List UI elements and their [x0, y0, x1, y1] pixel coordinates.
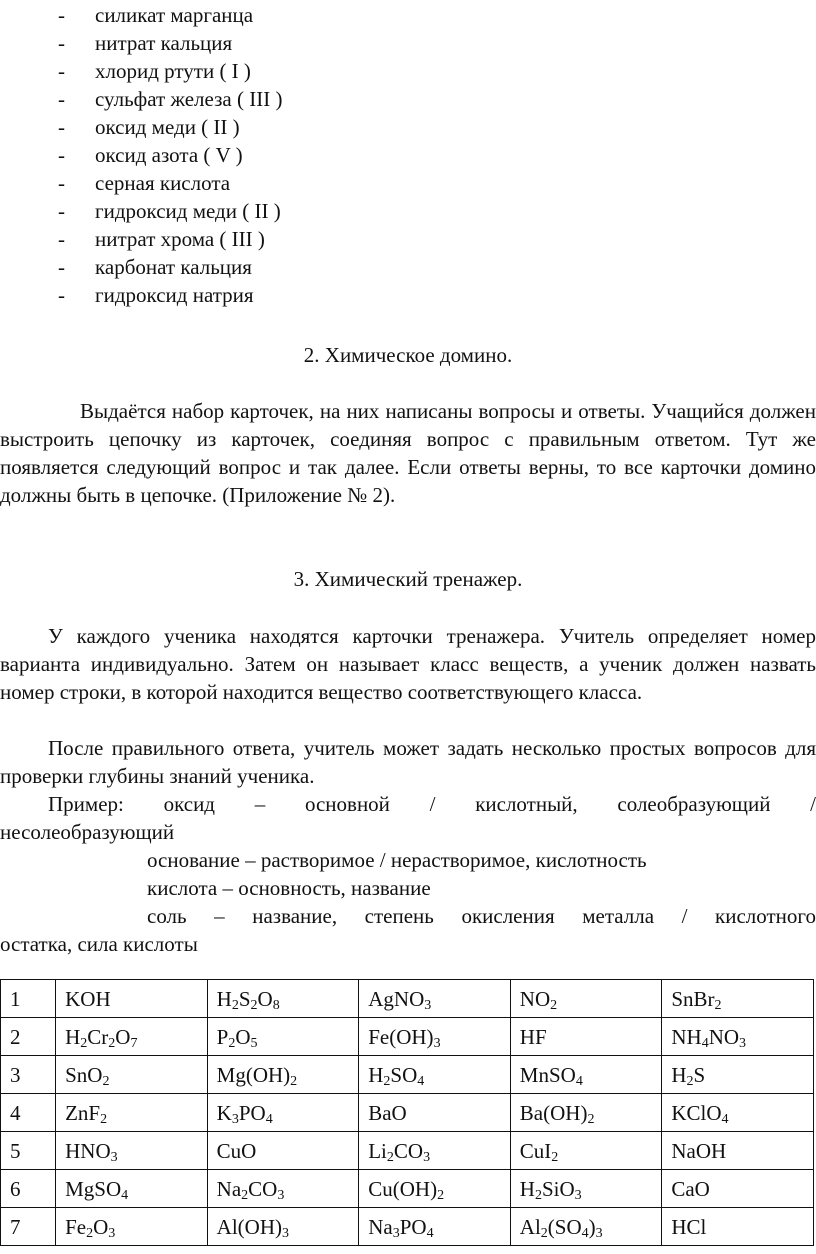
- example-line-3: кислота – основность, название: [147, 876, 431, 900]
- list-item-text: силикат марганца: [95, 3, 254, 27]
- list-item: [58, 1, 798, 29]
- section-3-title: 3. Химический тренажер.: [293, 567, 523, 591]
- formula-cell: $H_2SO_4$: [359, 1056, 511, 1094]
- formula-cell: $Mg(OH)_2$: [207, 1056, 359, 1094]
- list-item: [58, 197, 798, 225]
- formula-cell: BaO: [359, 1094, 511, 1132]
- list-item: [58, 29, 798, 57]
- formula-cell: $H_2SiO_3$: [510, 1170, 662, 1208]
- row-number-cell: 2: [1, 1018, 56, 1056]
- example-line-1: Пример: оксид – основной / кислотный, солеобразующий /: [48, 792, 816, 816]
- list-item-text: сульфат железа ( III ): [95, 87, 283, 111]
- list-item: [58, 113, 798, 141]
- example-line-2: основание – растворимое / нерастворимое, кислотность: [147, 848, 647, 872]
- example-line-1-continued: несолеобразующий: [0, 820, 175, 844]
- formula-cell: $HNO_3$: [56, 1132, 208, 1170]
- table-row: [1, 1170, 814, 1208]
- formula-cell: $H_2Cr_2O_7$: [56, 1018, 208, 1056]
- formula-cell: ZnF$_2$: [56, 1094, 208, 1132]
- row-number-cell: 7: [1, 1208, 56, 1246]
- list-dash-marker: -: [58, 227, 65, 251]
- formula-cell: $P_2O_5$: [207, 1018, 359, 1056]
- list-item-text: карбонат кальция: [95, 255, 252, 279]
- formula-cell: $Al_2(SO_4)_3$: [510, 1208, 662, 1246]
- section-3-paragraph-1: У каждого ученика находятся карточки тренажера. Учитель определяет номер варианта индивидуально. Затем он называет класс веществ, а ученик должен назвать номер строки, в которой находится вещество соответствующего класса.: [0, 624, 816, 704]
- list-item: [58, 57, 798, 85]
- formula-cell: $Ba(OH)_2$: [510, 1094, 662, 1132]
- list-item-text: нитрат хрома ( III ): [95, 227, 265, 251]
- list-dash-marker: -: [58, 59, 65, 83]
- table-row: [1, 1094, 814, 1132]
- section-3-paragraph-2: После правильного ответа, учитель может задать несколько простых вопросов для проверки глубины знаний ученика.: [0, 736, 816, 788]
- list-item-text: оксид меди ( II ): [95, 115, 240, 139]
- formula-cell: KOH: [56, 980, 208, 1018]
- list-dash-marker: -: [58, 87, 65, 111]
- list-item: [58, 169, 798, 197]
- formula-cell: $H_2S_2O_8$: [207, 980, 359, 1018]
- formula-cell: HF: [510, 1018, 662, 1056]
- list-dash-marker: -: [58, 3, 65, 27]
- list-item: [58, 281, 798, 309]
- formula-cell: $Li_2CO_3$: [359, 1132, 511, 1170]
- table-row: [1, 1132, 814, 1170]
- substance-list: [58, 1, 798, 309]
- formula-cell: $Na_2CO_3$: [207, 1170, 359, 1208]
- formula-cell: $H_2S$: [662, 1056, 814, 1094]
- formula-cell: MgSO$_4$: [56, 1170, 208, 1208]
- formula-cell: $NH_4NO_3$: [662, 1018, 814, 1056]
- formula-cell: KClO$_4$: [662, 1094, 814, 1132]
- row-number-cell: 6: [1, 1170, 56, 1208]
- list-item: [58, 253, 798, 281]
- list-item: [58, 85, 798, 113]
- list-dash-marker: -: [58, 255, 65, 279]
- list-item-text: нитрат кальция: [95, 31, 233, 55]
- list-item-text: гидроксид натрия: [95, 283, 254, 307]
- list-item-text: хлорид ртути ( I ): [95, 59, 251, 83]
- list-item: [58, 225, 798, 253]
- list-dash-marker: -: [58, 171, 65, 195]
- formula-cell: CuI$_2$: [510, 1132, 662, 1170]
- formula-cell: HCl: [662, 1208, 814, 1246]
- formula-cell: NaOH: [662, 1132, 814, 1170]
- formula-cell: CaO: [662, 1170, 814, 1208]
- formula-cell: CuO: [207, 1132, 359, 1170]
- formula-cell: $NO_2$: [510, 980, 662, 1018]
- list-dash-marker: -: [58, 199, 65, 223]
- list-item: [58, 141, 798, 169]
- list-dash-marker: -: [58, 31, 65, 55]
- formula-cell: $Na_3PO_4$: [359, 1208, 511, 1246]
- list-dash-marker: -: [58, 143, 65, 167]
- trainer-table: [0, 979, 814, 1246]
- list-item-text: серная кислота: [95, 171, 231, 195]
- formula-cell: $Fe(OH)_3$: [359, 1018, 511, 1056]
- section-2-title: 2. Химическое домино.: [303, 343, 513, 367]
- table-row: [1, 980, 814, 1018]
- table-row: [1, 1208, 814, 1246]
- row-number-cell: 1: [1, 980, 56, 1018]
- formula-cell: $K_3PO_4$: [207, 1094, 359, 1132]
- table-row: [1, 1056, 814, 1094]
- table-row: [1, 1018, 814, 1056]
- section-2-paragraph: Выдаётся набор карточек, на них написаны вопросы и ответы. Учащийся должен выстроить цепочку из карточек, соединяя вопрос с правильным ответом. Тут же появляется следующий вопрос и так далее. Если ответы верны, то все карточки домино должны быть в цепочке. (Приложение № 2).: [0, 399, 816, 507]
- list-item-text: оксид азота ( V ): [95, 143, 243, 167]
- formula-cell: MnSO$_4$: [510, 1056, 662, 1094]
- row-number-cell: 5: [1, 1132, 56, 1170]
- list-dash-marker: -: [58, 283, 65, 307]
- example-line-4-continued: остатка, сила кислоты: [0, 932, 198, 956]
- row-number-cell: 3: [1, 1056, 56, 1094]
- formula-cell: $Fe_2O_3$: [56, 1208, 208, 1246]
- formula-cell: AgNO$_3$: [359, 980, 511, 1018]
- formula-cell: $Al(OH)_3$: [207, 1208, 359, 1246]
- formula-cell: SnBr$_2$: [662, 980, 814, 1018]
- formula-cell: $Cu(OH)_2$: [359, 1170, 511, 1208]
- row-number-cell: 4: [1, 1094, 56, 1132]
- example-line-4: соль – название, степень окисления металла / кислотного: [147, 904, 816, 928]
- list-item-text: гидроксид меди ( II ): [95, 199, 281, 223]
- formula-cell: SnO$_2$: [56, 1056, 208, 1094]
- list-dash-marker: -: [58, 115, 65, 139]
